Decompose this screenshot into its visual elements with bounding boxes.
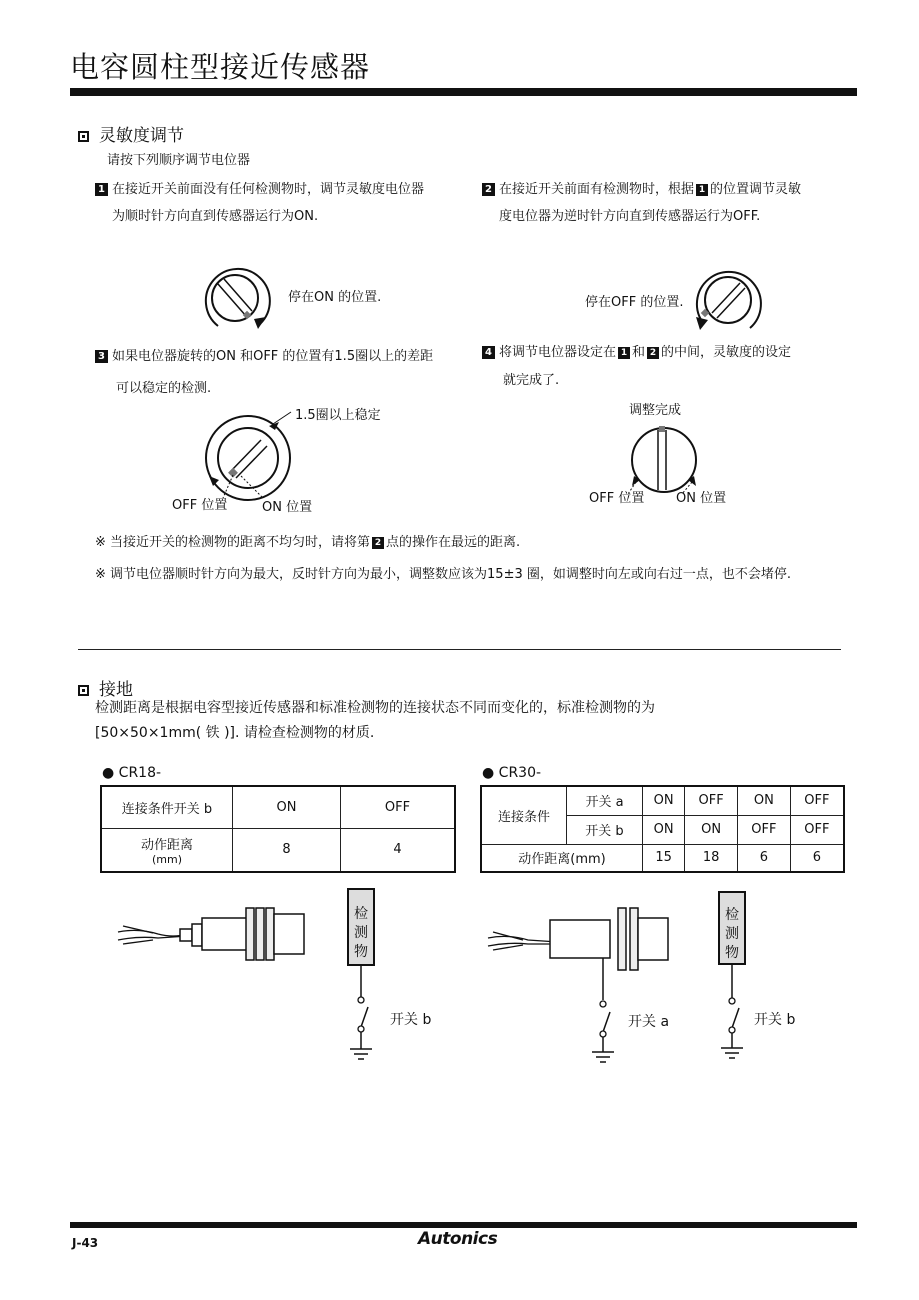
brand-logo: Autonics [418,1229,498,1249]
cr18-target-label [352,905,370,962]
cr30-switch-b-label: 开关 b [754,1012,796,1028]
step4-number: 4 [482,346,495,359]
cr30-cell: OFF [790,815,844,844]
cr30-cell: ON [643,815,685,844]
step2-text [482,182,852,198]
cr18-sensor-diagram [118,900,318,970]
cr18-row2-unit: (mm) [151,852,182,866]
step4-label-done: 调整完成 [629,403,682,418]
section-square-icon [78,131,89,142]
footer-rule [70,1222,857,1228]
note1-part-a: ※ 当接近开关的检测物的距离不均匀时，请将第 [95,535,371,550]
step3-line2: 可以稳定的检测. [116,381,212,396]
note-1 [95,535,520,551]
section-heading-sensitivity [78,121,184,146]
step1-line1: 在接近开关前面没有任何检测物时，调节灵敏度电位器 [112,182,425,197]
grounding-text-line2: [50×50×1mm( 铁 )]. 请检查检测物的材质. [95,725,375,741]
step1-line2: 为顺时针方向直到传感器运行为ON. [112,209,319,224]
step3-text [95,349,475,365]
step3-label-off: OFF 位置 [172,498,228,513]
cr18-row1-label: 连接条件开关 b [101,786,233,828]
cr30-cell: 18 [685,844,738,872]
sensitivity-intro: 请按下列顺序调节电位器 [107,153,251,168]
step2-number: 2 [482,183,495,196]
cr30-cell: OFF [790,786,844,815]
cr30-target-label [723,906,741,963]
cr30-cell: 6 [790,844,844,872]
step1-text [95,182,465,198]
cr30-cell: ON [685,815,738,844]
page-title: 电容圆柱型接近传感器 [70,50,371,84]
step4-label-on: ON 位置 [676,491,727,506]
section-divider [78,649,841,650]
target-char: 检 [354,906,368,922]
cr30-table [480,785,845,873]
cr30-sensor-diagram [488,900,688,1070]
section-title: 接地 [99,680,133,700]
cr18-cell: OFF [341,786,456,828]
step4-line2: 就完成了. [503,373,560,388]
cr30-switch-a: 开关 a [567,786,643,815]
cr30-cond-label: 连接条件 [481,786,567,844]
cr30-cell: OFF [685,786,738,815]
cr18-cell: 8 [233,828,341,872]
note1-part-b: 点的操作在最远的距离. [386,535,521,550]
section-title: 灵敏度调节 [99,126,184,146]
cr18-table [100,785,456,873]
grounding-text-line1: 检测距离是根据电容型接近传感器和标准检测物的连接状态不同而变化的，标准检测物的为 [95,700,655,716]
target-char: 物 [354,944,368,960]
step2-line1-a: 在接近开关前面有检测物时，根据 [499,182,695,197]
cr30-cell: 15 [643,844,685,872]
step2-dial-icon [690,268,770,338]
cr30-cell: 6 [737,844,790,872]
step3-label-on: ON 位置 [262,500,313,515]
page-number: J-43 [72,1236,99,1250]
step2-line1-b: 的位置调节灵敏 [710,182,802,197]
step4-ref-2: 2 [647,347,659,359]
step4-line1-c: 的中间，灵敏度的设定 [661,345,792,360]
cr30-label: ● CR30- [482,765,542,781]
cr18-label: ● CR18- [102,765,162,781]
step1-dial-icon [196,266,276,336]
step3-label-stable: 1.5圈以上稳定 [295,408,381,423]
target-char: 测 [725,926,739,942]
cr18-cell: 4 [341,828,456,872]
note1-ref: 2 [372,537,384,549]
step1-caption: 停在ON 的位置. [288,290,382,305]
cr18-cell: ON [233,786,341,828]
step2-line2: 度电位器为逆时针方向直到传感器运行为OFF. [499,209,761,224]
cr30-dist-label: 动作距离(mm) [481,844,643,872]
cr18-row2-title: 动作距离 [140,837,193,853]
step1-number: 1 [95,183,108,196]
cr30-switch-a-label: 开关 a [628,1014,670,1030]
step4-text [482,345,852,361]
step3-dial-icon [203,410,303,505]
step3-number: 3 [95,350,108,363]
cr30-switch-b: 开关 b [567,815,643,844]
cr18-row2-label [101,828,233,872]
step4-dial-icon [622,420,712,495]
note-2: ※ 调节电位器顺时针方向为最大，反时针方向为最小，调整数应该为15±3 圈，如调整时向左或向右过一点，也不会堵停. [95,567,791,582]
section-heading-grounding [78,675,133,700]
step4-ref-1: 1 [618,347,630,359]
target-char: 检 [725,907,739,923]
step4-line1-a: 将调节电位器设定在 [499,345,617,360]
title-rule [70,88,857,96]
target-char: 测 [354,925,368,941]
target-char: 物 [725,945,739,961]
cr30-cell: OFF [737,815,790,844]
cr18-switch-label: 开关 b [390,1012,432,1028]
step4-line1-b: 和 [632,345,646,360]
step3-line1: 如果电位器旋转的ON 和OFF 的位置有1.5圈以上的差距 [112,349,434,364]
step4-label-off: OFF 位置 [589,491,645,506]
step2-caption: 停在OFF 的位置. [585,295,684,310]
step2-ref-1: 1 [696,184,708,196]
cr30-cell: ON [737,786,790,815]
cr30-cell: ON [643,786,685,815]
section-square-icon [78,685,89,696]
